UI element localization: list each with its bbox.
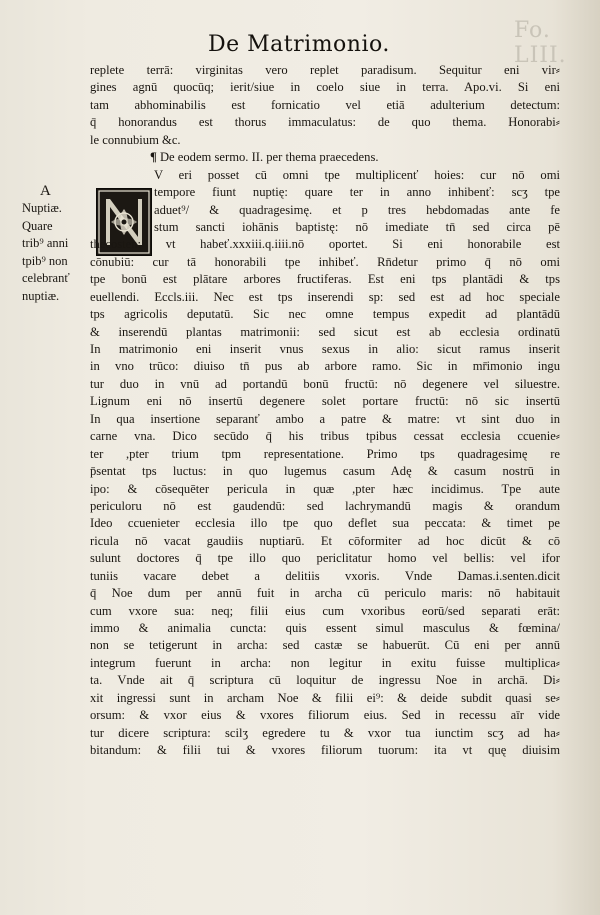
text-line: Lignum eni nō insertū degenere solet portare fructū: nō sic insertū: [90, 394, 560, 409]
text-line: aduet⁹/ & quadragesimę. et p tres hebdomadas ante fe: [154, 202, 560, 217]
margin-note: Quare: [22, 218, 53, 233]
text-line: tam abhominabilis est fornicatio vel etiā adulterium detectum:: [90, 97, 560, 112]
section-heading-text: De eodem sermo. II. per thema praecedens.: [159, 150, 379, 165]
margin-note: nuptiæ.: [22, 288, 60, 303]
text-line: ricula nō vacat gaudiis nuptiarū. Et cōformiter ad hoc dicūt & cō: [90, 533, 560, 548]
text-line: euellendi. Eccls.iii. Nec est tps inserendi sp: sed est ad hoc speciale: [90, 289, 560, 304]
margin-notes: [22, 183, 88, 305]
text-line: Ideo ccuenieter ecclesia illo tpe quo deflet sua peccata: & timet pe: [90, 516, 560, 531]
text-line: cōnubiū: cur tā honorabili tpe inhibeť. Rn̄detur primo q̄ nō omi: [90, 254, 560, 269]
text-line: V eri posset cū omni tpe multiplicenť hoies: cur nō omi: [154, 167, 560, 182]
running-head: De Matrimonio.: [208, 32, 390, 57]
text-line: In qua insertione separanť ambo a patre & matre: vt sint duo in: [90, 411, 560, 426]
text-line: ter ,pter trium tpm representatione. Primo tps quadragesimę re: [90, 446, 560, 461]
text-line: tur duo in vnū ad portandū bonū fructū: nō degenere vel siluestre.: [90, 376, 560, 391]
margin-note: celebranť: [22, 271, 70, 286]
text-line: integrum fuerunt in archa: non legitur in exitu fuisse multiplica⸗: [90, 655, 560, 670]
text-line: immo & animalia cuncta: quis essent simul masculus & fœmina/: [90, 621, 560, 635]
text-line: periculoru nō est gaudendū: sed lachrymandū magis & orandum: [90, 498, 560, 513]
margin-note: trib⁹ anni: [22, 236, 69, 251]
margin-note: tpib⁹ non: [22, 253, 68, 268]
text-line: ipo: & cōsequēter pericula in quæ ,pter hæc incidimus. Tpe aute: [90, 481, 560, 496]
text-line: tps agricolis deputatū. Sic nec omne tempus expedit ad plantādū: [90, 307, 560, 322]
text-line: gines agnū quocūq; ierit/siue in coelo siue in terra. Apo.vi. Si eni: [90, 80, 560, 95]
text-line: tpe bonū est plātare arbores fructiferas. Est eni tps plantādi & tps: [90, 272, 560, 287]
text-line: xit ingressi sunt in archam Noe & filii ei⁹: & deide subdit quasi se⸗: [90, 690, 560, 705]
text-line: q̄ honorandus est thorus immaculatus: de quo thema. Honorabi⸗: [90, 115, 560, 130]
folio-number: Fo. LIII.: [514, 18, 567, 68]
text-line: tuniis vacare debet a delitiis vxoris. Vnde Damas.i.senten.dicit: [90, 568, 560, 583]
text-line: & inserendū plantas matrimonii: sed sicut est ab ecclesia ordinatū: [90, 324, 560, 339]
text-line: le connubium &c.: [90, 132, 181, 147]
text-line: orsum: & vxor eius & vxores filiorum eius. Sed in recessu aīr vide: [90, 708, 560, 723]
text-line: p̄sentat tps luctus: in quo lugemus casum Adę & casum nostrū in: [90, 464, 560, 479]
text-line: thecosten: vt habeť.xxxiii.q.iiii.nō oportet. Si eni honorabile est: [90, 237, 560, 252]
text-line: In matrimonio eni inserit vnus sexus in alio: sicut ramus inserit: [90, 342, 560, 356]
section-heading: [90, 149, 560, 166]
text-line: replete terrā: virginitas vero replet paradisum. Sequitur eni vir⸗: [90, 63, 560, 77]
text-line: ta. Vnde ait q̄ scriptura cū loquitur de ingressu Noe in archā. Di⸗: [90, 673, 560, 688]
main-text-block: [90, 62, 560, 760]
text-line: tur dicere scriptura: scilʒ egredere tu & vxor tua iunctim scʒ ad ha⸗: [90, 725, 560, 740]
text-line: in vno trūco: diuiso tn̄ pus ab arbore ramo. Sic in mr̄imonio ingu: [90, 359, 560, 374]
text-line: tempore fiunt nuptię: quare ter in anno inhibenť: scʒ tpe: [154, 185, 560, 200]
text-line: non se tetigerunt in archa: sed castæ se habuerūt. Cū eni per annū: [90, 638, 560, 653]
text-line: bitandum: & filii tui & vxores filiorum tuorum: ita vt quę diuisim: [90, 743, 560, 758]
text-line: stum sancti iohānis baptistę: nō imediate tn̄ sed circa pē: [154, 219, 560, 234]
text-line: q̄ Noe dum per annū fuit in archa cū periculo maris: nō habitauit: [90, 586, 560, 601]
text-line: cum vxore sua: neq; filii eius cum vxoribus eorū/sed separati erāt:: [90, 603, 560, 618]
text-line: carne vna. Dico secūdo q̄ his tribus tpibus cessat ecclesia ccuenie⸗: [90, 429, 560, 444]
margin-note: A: [40, 183, 51, 199]
pilcrow-icon: ¶: [150, 150, 160, 165]
text-line: sulunt doctores q̄ tpe illo quo periclitatur homo vel bellis: vel ifor: [90, 551, 560, 566]
margin-note: Nuptiæ.: [22, 201, 62, 216]
